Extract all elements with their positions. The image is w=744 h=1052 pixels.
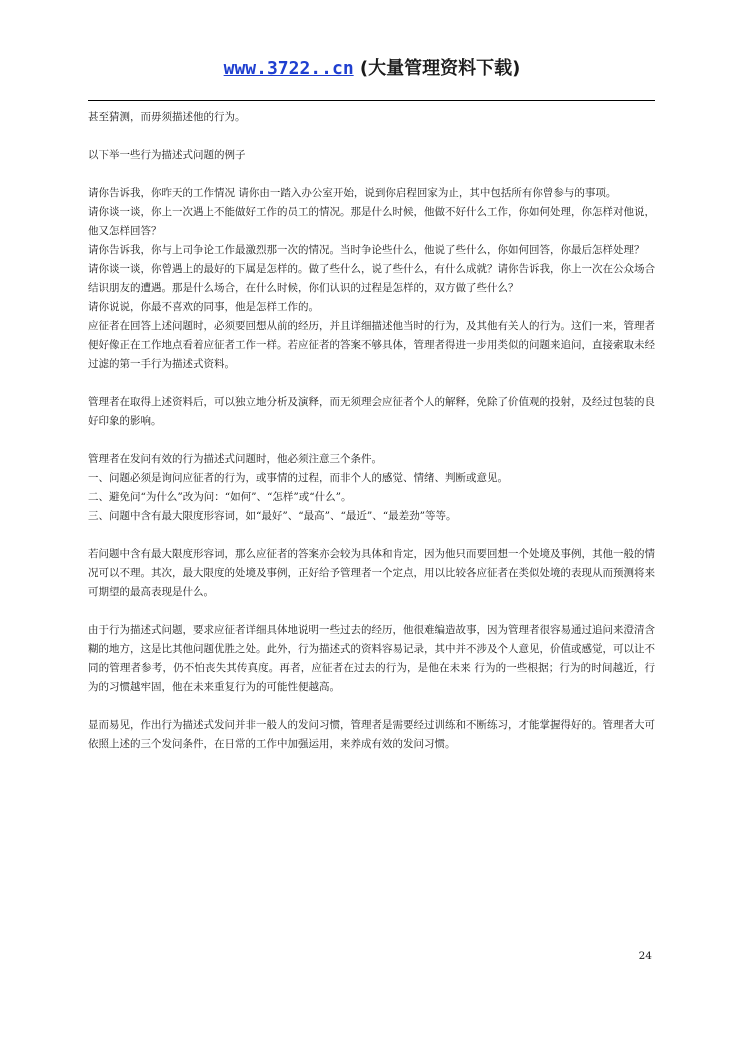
paragraph-gap bbox=[88, 431, 655, 450]
body-text bbox=[88, 108, 655, 754]
paragraph: 应征者在回答上述问题时，必须要回想从前的经历，并且详细描述他当时的行为，及其他有关人的行为。这们一来，管理者便好像正在工作地点看着应征者工作一样。若应征者的答案不够具体，管理者得进一步用类似的问题来追问，直接索取未经过滤的第一手行为描述式资料。 bbox=[88, 320, 655, 370]
header-text: (大量管理资料下载) bbox=[353, 58, 521, 79]
paragraph-gap bbox=[88, 602, 655, 621]
paragraph: 请你告诉我，你昨天的工作情况 请你由一踏入办公室开始，说到你启程回家为止，其中包括所有你曾参与的事项。 bbox=[88, 187, 617, 199]
header-divider bbox=[88, 100, 655, 101]
paragraph: 以下举一些行为描述式问题的例子 bbox=[88, 149, 246, 161]
paragraph: 管理者在发问有效的行为描述式问题时，他必须注意三个条件。 bbox=[88, 453, 382, 465]
paragraph: 请你谈一谈，你上一次遇上不能做好工作的员工的情况。那是什么时候，他做不好什么工作，你如何处理，你怎样对他说，他又怎样回答？ bbox=[88, 206, 655, 237]
page-number: 24 bbox=[638, 950, 652, 962]
paragraph-gap bbox=[88, 697, 655, 716]
paragraph: 二、避免问“为什么”改为问：“如何”、“怎样”或“什么”。 bbox=[88, 491, 352, 503]
paragraph: 甚至猜测，而毋须描述他的行为。 bbox=[88, 111, 246, 123]
paragraph: 请你告诉我，你与上司争论工作最激烈那一次的情况。当时争论些什么，他说了些什么，你如何回答，你最后怎样处理？ bbox=[88, 244, 645, 256]
paragraph: 管理者在取得上述资料后，可以独立地分析及演释，而无须理会应征者个人的解释，免除了价值观的投射，及经过包装的良好印象的影响。 bbox=[88, 396, 655, 427]
paragraph-gap bbox=[88, 127, 655, 146]
paragraph: 请你说说，你最不喜欢的同事，他是怎样工作的。 bbox=[88, 301, 319, 313]
paragraph: 一、问题必须是询问应征者的行为，或事情的过程，而非个人的感觉、情绪、判断或意见。 bbox=[88, 472, 508, 484]
paragraph: 由于行为描述式问题，要求应征者详细具体地说明一些过去的经历，他很难编造故事，因为管理者很容易通过追问来澄清含糊的地方，这是比其他问题优胜之处。此外，行为描述式的资料容易记录，其中并不涉及个人意见，价值或感觉，可以让不同的管理者参考，仍不怕丧失其传真度。再者，应征者在过去的行为，是他在未来 行为的一些根据；行为的时间越近，行为的习惯越牢固，他在未来重复行为的可能性便越高。 bbox=[88, 624, 655, 693]
paragraph-gap bbox=[88, 526, 655, 545]
paragraph: 三、问题中含有最大限度形容词，如“最好”、“最高”、“最近”、“最差劲”等等。 bbox=[88, 510, 457, 522]
page-header bbox=[0, 54, 744, 80]
paragraph-gap bbox=[88, 374, 655, 393]
paragraph-gap bbox=[88, 165, 655, 184]
paragraph: 请你谈一谈，你曾遇上的最好的下属是怎样的。做了些什么，说了些什么，有什么成就？请你告诉我，你上一次在公众场合结识朋友的遭遇。那是什么场合，在什么时候，你们认识的过程是怎样的，双方做了些什么？ bbox=[88, 263, 655, 294]
paragraph: 显而易见，作出行为描述式发问并非一般人的发问习惯，管理者是需要经过训练和不断练习，才能掌握得好的。管理者大可依照上述的三个发问条件，在日常的工作中加强运用，来养成有效的发问习惯。 bbox=[88, 719, 655, 750]
website-link[interactable]: www.3722..cn bbox=[223, 58, 354, 79]
paragraph: 若问题中含有最大限度形容词，那么应征者的答案亦会较为具体和肯定，因为他只而要回想一个处境及事例，其他一般的情况可以不理。其次，最大限度的处境及事例，正好给予管理者一个定点，用以比较各应征者在类似处境的表现从而预测将来可期望的最高表现是什么。 bbox=[88, 548, 655, 598]
